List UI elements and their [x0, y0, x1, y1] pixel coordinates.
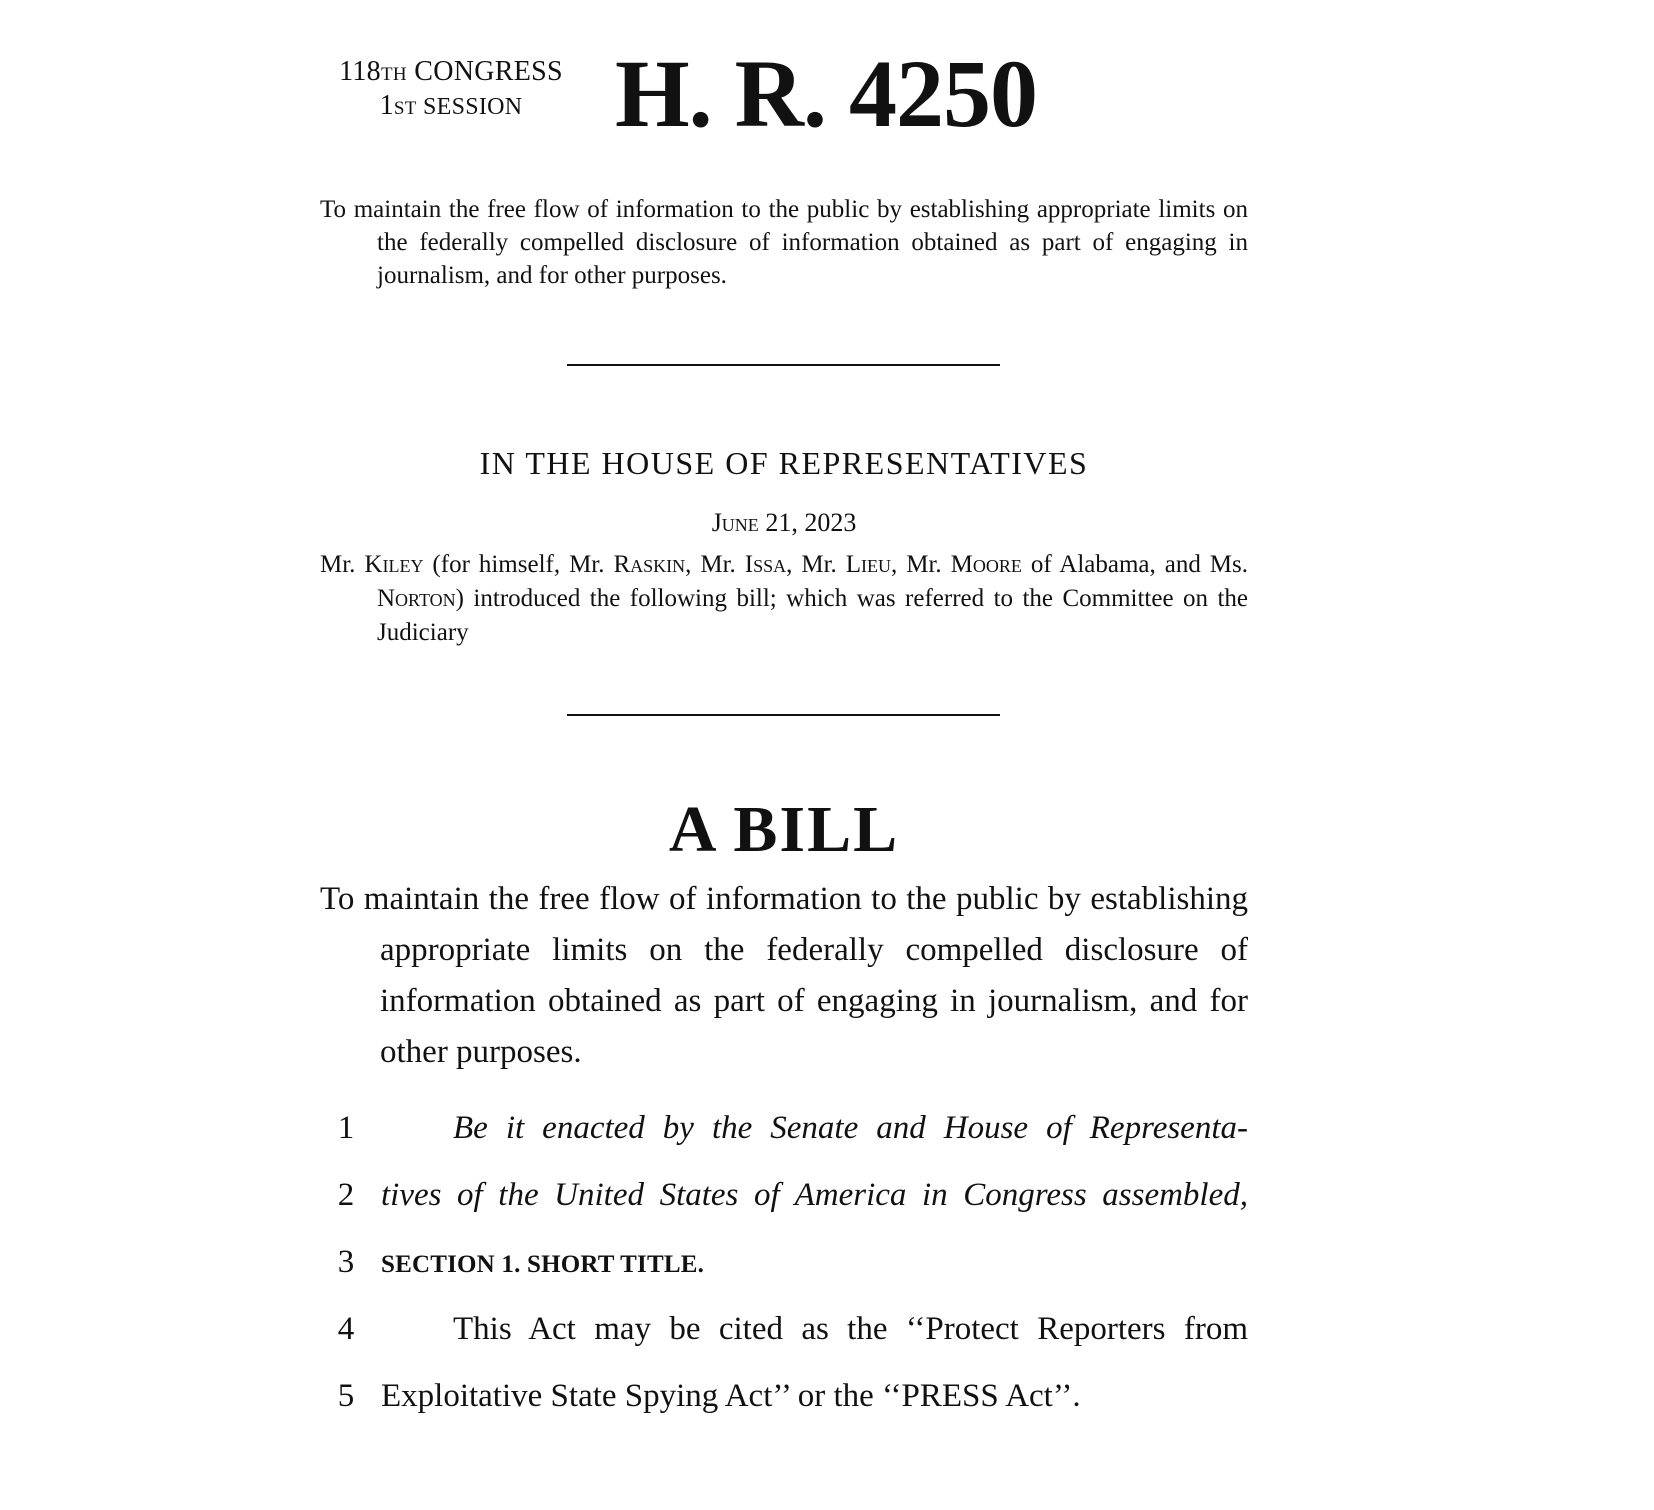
enacting-clause-line-1: Be it enacted by the Senate and House of Representa-: [453, 1110, 1248, 1146]
bill-heading: A BILL: [668, 793, 900, 866]
enacting-clause-line-2: tives of the United States of America in Congress assembled,: [381, 1177, 1248, 1213]
chamber-heading: IN THE HOUSE OF REPRESENTATIVES: [479, 445, 1089, 481]
line-number: 5: [337, 1378, 355, 1414]
session-number: 1ST SESSION: [379, 90, 523, 121]
section-text-line-2: Exploitative State Spying Act’’ or the ‘‘PRESS Act’’.: [381, 1378, 1081, 1414]
short-title: To maintain the free flow of information to the public by establishing appropriate limits on the federally compelled disclosure of information obtained as part of engaging in journalism, and for other purposes.: [320, 196, 1248, 289]
long-title: To maintain the free flow of information to the public by establishing appropriate limits on the federally compelled disclosure of information obtained as part of engaging in journalism, and for other purposes.: [320, 881, 1248, 1070]
bill-number: H. R. 4250: [615, 40, 1037, 147]
line-number: 3: [337, 1244, 355, 1280]
section-text-line-1: This Act may be cited as the ‘‘Protect Reporters from: [453, 1311, 1248, 1347]
cosponsor-name: Issa: [744, 551, 787, 578]
introduction-date: June 21, 2023: [711, 508, 857, 537]
line-number: 4: [337, 1311, 355, 1347]
congress-number: 118TH CONGRESS: [339, 56, 563, 87]
sponsor-name: Kiley: [364, 551, 424, 578]
cosponsor-name: Moore: [950, 551, 1022, 578]
line-number: 2: [337, 1177, 355, 1213]
section-heading: SECTION 1. SHORT TITLE.: [381, 1251, 705, 1278]
cosponsor-name: Raskin: [613, 551, 686, 578]
sponsor-statement: Mr. Kiley (for himself, Mr. Raskin, Mr. Issa, Mr. Lieu, Mr. Moore of Alabama, and Ms. Norton) introduced the following bill; which was referred to the Committee on the Judiciary: [320, 551, 1248, 646]
line-number: 1: [337, 1110, 355, 1146]
cosponsor-name: Lieu: [845, 551, 892, 578]
cosponsor-name: Norton: [377, 585, 456, 612]
divider-bottom: [567, 714, 1000, 716]
congress-session: [320, 56, 582, 124]
divider-top: [567, 364, 1000, 366]
